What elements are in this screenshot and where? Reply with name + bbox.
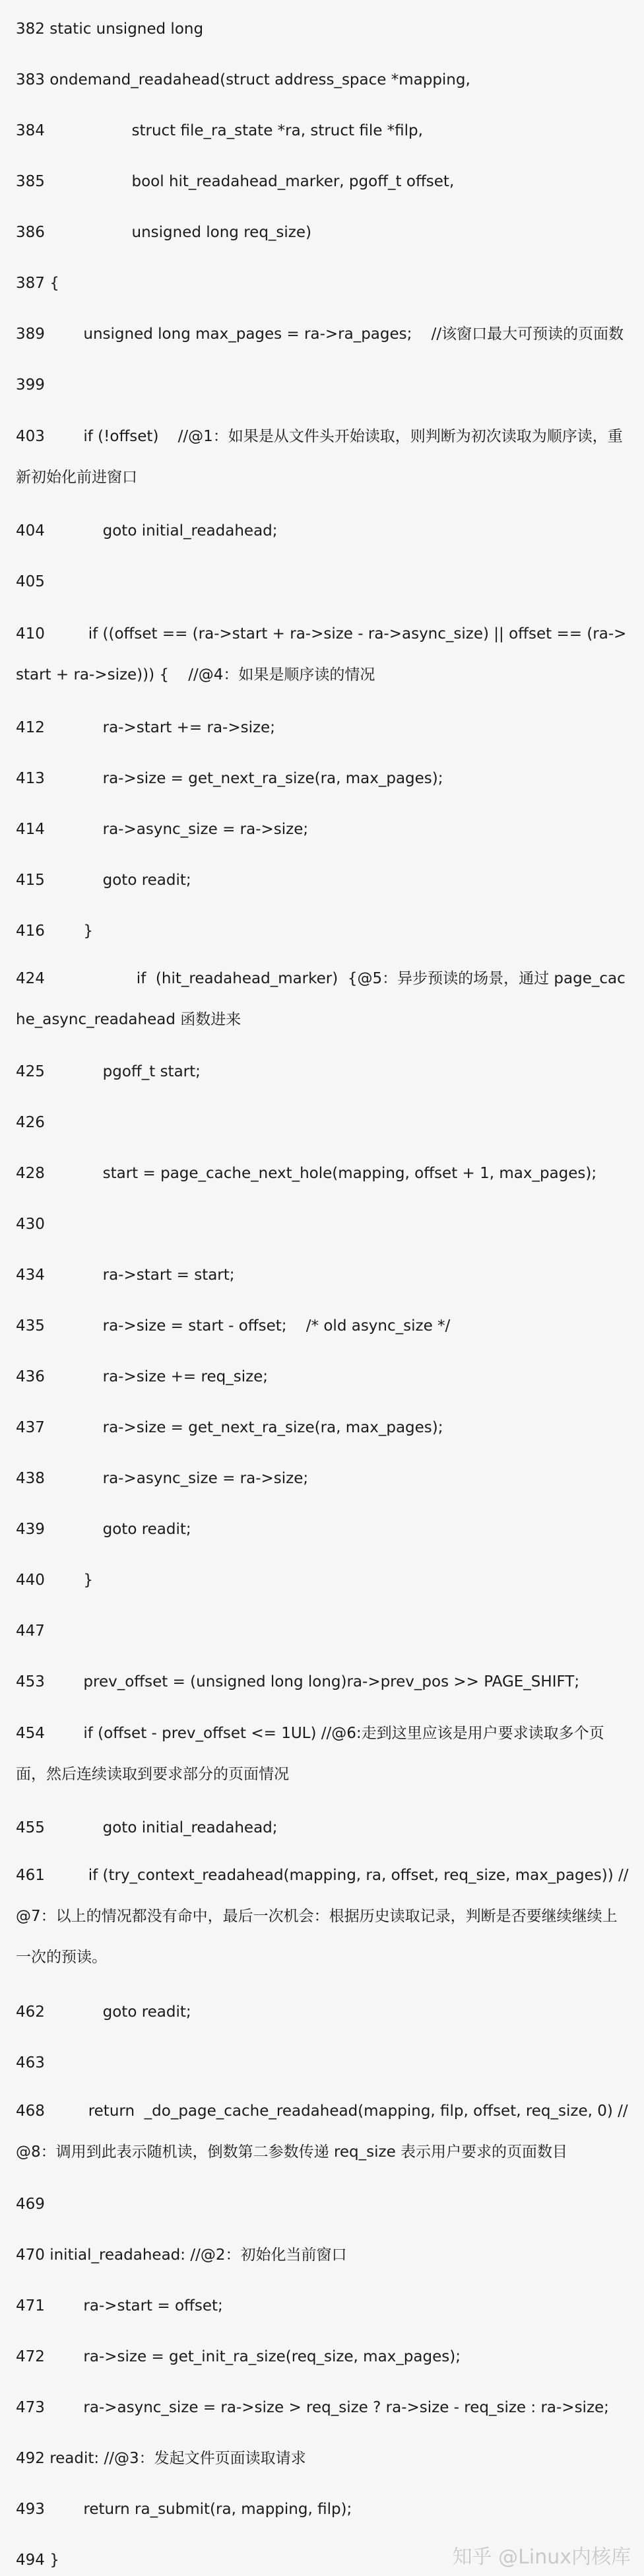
code-line: 472 ra->size = get_init_ra_size(req_size, max_pages); [16, 2348, 461, 2365]
code-line: 438 ra->async_size = ra->size; [16, 1470, 309, 1487]
code-line: 461 if (try_context_readahead(mapping, ra, offset, req_size, max_pages)) //@7：以上的情况都没有命中，最后一次机会：根据历史读取记录，判断是否要继续继续上一次的预读。 [16, 1867, 629, 1966]
code-line: 382 static unsigned long [16, 20, 204, 38]
code-line: 440 } [16, 1572, 94, 1589]
code-line: 387 { [16, 275, 59, 292]
code-line: 470 initial_readahead: //@2：初始化当前窗口 [16, 2246, 347, 2264]
code-line: 430 [16, 1216, 45, 1233]
code-line: 426 [16, 1114, 45, 1131]
code-line: 428 start = page_cache_next_hole(mapping, offset + 1, max_pages); [16, 1165, 597, 1182]
code-line: 468 return _do_page_cache_readahead(mapping, filp, offset, req_size, 0) //@8：调用到此表示随机读，倒数第二参数传递 req_size 表示用户要求的页面数目 [16, 2103, 628, 2161]
code-line: 416 } [16, 922, 94, 940]
code-line: 383 ondemand_readahead(struct address_space *mapping, [16, 71, 470, 88]
code-line: 425 pgoff_t start; [16, 1063, 201, 1080]
code-line: 473 ra->async_size = ra->size > req_size ? ra->size - req_size : ra->size; [16, 2399, 609, 2416]
code-line: 386 unsigned long req_size) [16, 224, 311, 241]
code-line: 463 [16, 2054, 45, 2071]
code-line: 403 if (!offset) //@1：如果是从文件头开始读取，则判断为初次读取为顺序读，重新初始化前进窗口 [16, 428, 623, 486]
code-line: 471 ra->start = offset; [16, 2297, 223, 2315]
code-line: 405 [16, 573, 45, 590]
code-line: 434 ra->start = start; [16, 1267, 235, 1284]
code-line: 455 goto initial_readahead; [16, 1819, 278, 1836]
code-line: 385 bool hit_readahead_marker, pgoff_t offset, [16, 173, 455, 190]
code-line: 389 unsigned long max_pages = ra->ra_pages; //该窗口最大可预读的页面数 [16, 326, 624, 343]
code-line: 437 ra->size = get_next_ra_size(ra, max_pages); [16, 1419, 443, 1436]
code-line: 404 goto initial_readahead; [16, 522, 278, 540]
watermark: 知乎 @Linux内核库 [452, 2546, 631, 2569]
code-line: 414 ra->async_size = ra->size; [16, 821, 309, 838]
code-line: 454 if (offset - prev_offset <= 1UL) //@6:走到这里应该是用户要求读取多个页面，然后连续读取到要求部分的页面情况 [16, 1725, 604, 1783]
code-line: 410 if ((offset == (ra->start + ra->size - ra->async_size) || offset == (ra->start + ra->size))) { //@4：如果是顺序读的情况 [16, 625, 627, 683]
code-line: 492 readit: //@3：发起文件页面读取请求 [16, 2450, 306, 2467]
code-line: 469 [16, 2196, 45, 2213]
code-line: 493 return ra_submit(ra, mapping, filp); [16, 2501, 352, 2518]
code-line: 435 ra->size = start - offset; /* old async_size */ [16, 1317, 451, 1335]
code-line: 494 } [16, 2552, 59, 2569]
code-line: 384 struct file_ra_state *ra, struct file *filp, [16, 122, 423, 139]
code-line: 439 goto readit; [16, 1521, 191, 1538]
code-line: 412 ra->start += ra->size; [16, 719, 275, 736]
code-line: 453 prev_offset = (unsigned long long)ra->prev_pos >> PAGE_SHIFT; [16, 1673, 580, 1690]
code-line: 447 [16, 1622, 45, 1640]
code-line: 413 ra->size = get_next_ra_size(ra, max_pages); [16, 770, 443, 787]
code-line: 436 ra->size += req_size; [16, 1368, 269, 1385]
code-line: 424 if (hit_readahead_marker) {@5：异步预读的场景，通过 page_cache_async_readahead 函数进来 [16, 970, 626, 1028]
code-line: 415 goto readit; [16, 872, 191, 889]
code-line: 399 [16, 376, 45, 394]
code-line: 462 goto readit; [16, 2003, 191, 2021]
